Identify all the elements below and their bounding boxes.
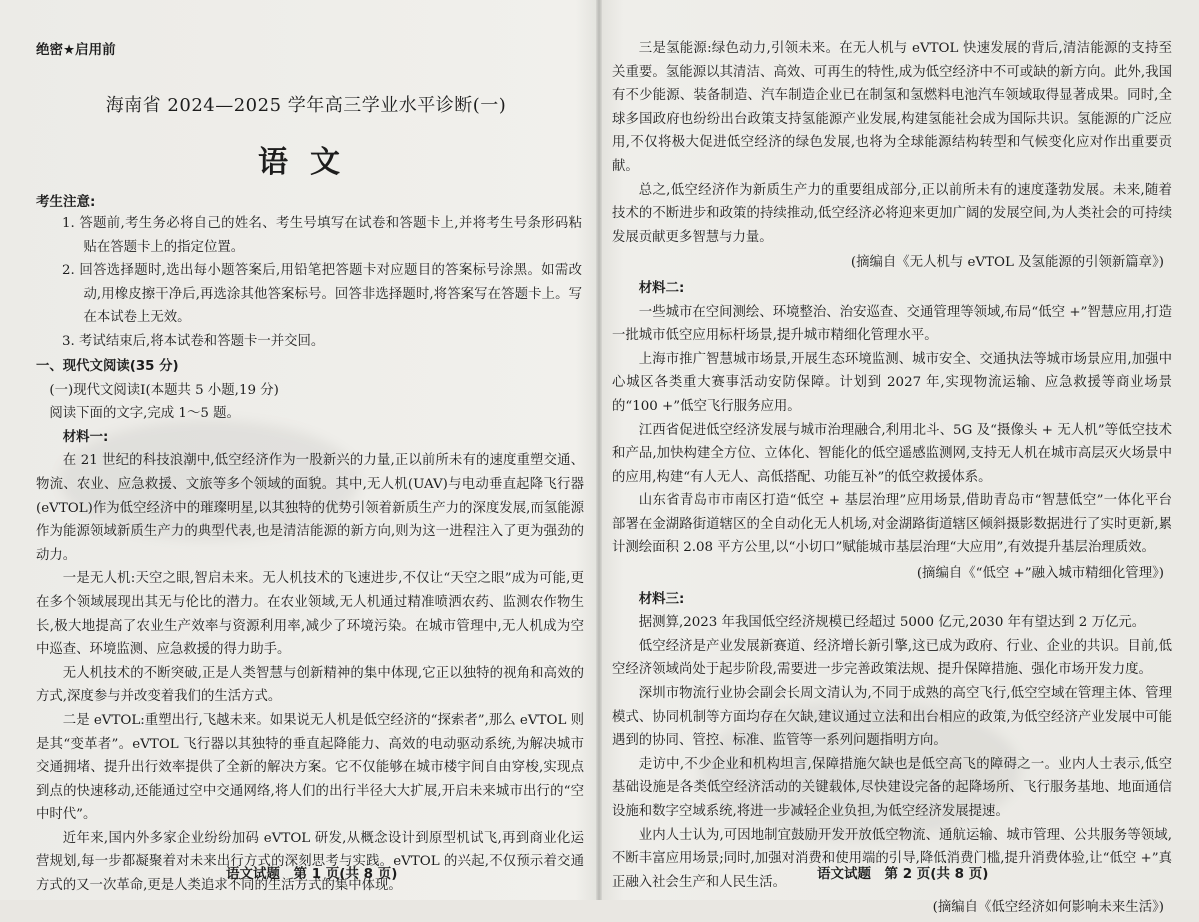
paragraph: 深圳市物流行业协会副会长周文清认为,不同于成熟的高空飞行,低空空域在管理主体、管理模式、协同机制等方面均存在欠缺,建议通过立法和出台相应的政策,为低空经济产业发展中可能遇到的协同、管控、标准、监管等一系列问题指明方向。 — [612, 686, 1172, 749]
source-citation: (摘编自《低空经济如何影响未来生活》) — [932, 900, 1164, 916]
page-fold — [596, 0, 602, 900]
confidential-label: 绝密★启用前 — [36, 42, 116, 58]
paragraph: 低空经济是产业发展新赛道、经济增长新引擎,这已成为政府、行业、企业的共识。目前,低空经济领域尚处于起步阶段,需要进一步完善政策法规、提升保障措施、强化市场开发力度。 — [612, 638, 1172, 678]
paragraph: 一些城市在空间测绘、环境整治、治安巡查、交通管理等领域,布局“低空 +”智慧应用,打造一批城市低空应用标杆场景,提升城市精细化管理水平。 — [612, 304, 1172, 344]
paragraph: 山东省青岛市市南区打造“低空 + 基层治理”应用场景,借助青岛市“智慧低空”一体化平台部署在金湖路街道辖区的全自动化无人机场,对金湖路街道辖区倾斜摄影数据进行了实时更新,累计测绘面积 2.08 平方公里,以“小切口”赋能城市基层治理“大应用”,有效提升基层治理质效。 — [612, 493, 1172, 556]
source-citation: (摘编自《“低空 +”融入城市精细化管理》) — [916, 566, 1164, 582]
exam-title: 海南省 2024—2025 学年高三学业水平诊断(一) — [105, 95, 507, 116]
material-label: 材料一: — [62, 429, 109, 445]
paragraph: 无人机技术的不断突破,正是人类智慧与创新精神的集中体现,它正以独特的视角和高效的方式,深度参与并改变着我们的生活方式。 — [36, 665, 584, 705]
material-label: 材料三: — [638, 591, 685, 607]
left-content — [36, 355, 584, 898]
paragraph: 近年来,国内外多家企业纷纷加码 eVTOL 研发,从概念设计到原型机试飞,再到商业化运营规划,每一步都凝聚着对未来出行方式的深刻思考与实践。eVTOL 的兴起,不仅预示着交通方式的又一次革命,更是人类追求不同的生活方式的集中体现。 — [36, 830, 584, 894]
material-label: 材料二: — [638, 280, 685, 296]
notes-list — [62, 212, 582, 354]
paragraph: 二是 eVTOL:重塑出行,飞越未来。如果说无人机是低空经济的“探索者”,那么 eVTOL 则是其“变革者”。eVTOL 飞行器以其独特的垂直起降能力、高效的电动驱动系统,为解决城市交通拥堵、提升出行效率提供了全新的解决方案。它不仅能够在城市楼宇间自由穿梭,实现点到点的快速移动,还能通过空中交通网络,将人们的出行半径大大扩展,开启未来城市出行的“空中时代”。 — [36, 712, 584, 823]
page-footer: 语文试题 第 1 页(共 8 页) — [226, 866, 398, 882]
notes-item: 3. 考试结束后,将本试卷和答题卡一并交回。 — [62, 333, 325, 349]
subsection-title: (一)现代文阅读Ⅰ(本题共 5 小题,19 分) — [49, 382, 279, 398]
notes-item: 2. 回答选择题时,选出每小题答案后,用铅笔把答题卡对应题目的答案标号涂黑。如需改动,用橡皮擦干净后,再选涂其他答案标号。回答非选择题时,将答案写在答题卡上。写在本试卷上无效。 — [62, 263, 582, 326]
paragraph: 总之,低空经济作为新质生产力的重要组成部分,正以前所未有的速度蓬勃发展。未来,随着技术的不断进步和政策的持续推动,低空经济必将迎来更加广阔的发展空间,为人类社会的可持续发展贡献更多智慧与力量。 — [612, 182, 1172, 245]
paragraph: 业内人士认为,可因地制宜鼓励开发开放低空物流、通航运输、城市管理、公共服务等领域,不断丰富应用场景;同时,加强对消费和使用端的引导,降低消费门槛,提升消费体验,让“低空 +”真正融入社会生产和人民生活。 — [612, 827, 1172, 890]
paragraph: 江西省促进低空经济发展与城市治理融合,利用北斗、5G 及“摄像头 + 无人机”等低空技术和产品,加快构建全方位、立体化、智能化的低空遥感监测网,支持无人机在城市高层灭火场景中的应用,构建“有人无人、高低搭配、功能互补”的低空救援体系。 — [612, 422, 1172, 485]
paragraph: 在 21 世纪的科技浪潮中,低空经济作为一股新兴的力量,正以前所未有的速度重塑交通、物流、农业、应急救援、文旅等多个领域的面貌。其中,无人机(UAV)与电动垂直起降飞行器(eVTOL)作为低空经济中的璀璨明星,以其独特的优势引领着新质生产力的深度发展,而氢能源作为能源领域新质生产力的典型代表,也是清洁能源的新方向,则为这一进程注入了更为强劲的动力。 — [36, 453, 584, 563]
subject-title: 语文 — [258, 145, 362, 180]
paragraph: 据测算,2023 年我国低空经济规模已经超过 5000 亿元,2030 年有望达到 2 万亿元。 — [638, 615, 1146, 631]
notes-heading: 考生注意: — [36, 194, 96, 210]
right-content — [612, 37, 1172, 922]
source-citation: (摘编自《无人机与 eVTOL 及氢能源的引领新篇章》) — [850, 255, 1164, 271]
instruction-text: 阅读下面的文字,完成 1～5 题。 — [49, 406, 240, 422]
paragraph: 三是氢能源:绿色动力,引领未来。在无人机与 eVTOL 快速发展的背后,清洁能源的支持至关重要。氢能源以其清洁、高效、可再生的特性,成为低空经济中不可或缺的新方向。此外,我国有不少能源、装备制造、汽车制造企业已在制氢和氢燃料电池汽车领域取得显著成果。同时,全球多国政府也纷纷出台政策支持氢能源产业发展,构建氢能社会成为国际共识。氢能源的广泛应用,不仅将极大促进低空经济的绿色发展,也将为全球能源结构转型和气候变化应对作出重要贡献。 — [612, 41, 1172, 174]
paragraph: 上海市推广智慧城市场景,开展生态环境监测、城市安全、交通执法等城市场景应用,加强中心城区各类重大赛事活动安防保障。计划到 2027 年,实现物流运输、应急救援等商业场景的“100 +”低空飞行服务应用。 — [612, 351, 1172, 414]
notes-item: 1. 答题前,考生务必将自己的姓名、考生号填写在试卷和答题卡上,并将考生号条形码粘贴在答题卡上的指定位置。 — [62, 216, 582, 255]
section-title: 一、现代文阅读(35 分) — [36, 359, 179, 374]
page-footer: 语文试题 第 2 页(共 8 页) — [817, 866, 989, 882]
paragraph: 一是无人机:天空之眼,智启未来。无人机技术的飞速进步,不仅让“天空之眼”成为可能,更在多个领域展现出其无与伦比的潜力。在农业领域,无人机通过精准喷洒农药、监测农作物生长,极大地提高了农业生产效率与资源利用率,减少了环境污染。在城市管理中,无人机成为空中巡查、环境监测、应急救援的得力助手。 — [36, 571, 584, 658]
left-page — [36, 0, 584, 900]
paragraph: 走访中,不少企业和机构坦言,保障措施欠缺也是低空高飞的障碍之一。业内人士表示,低空基础设施是各类低空经济活动的关键载体,尽快建设完备的起降场所、飞行服务基地、地面通信设施和数字空域系统,将进一步减轻企业负担,为低空经济发展提速。 — [612, 756, 1172, 819]
right-page — [612, 0, 1172, 916]
